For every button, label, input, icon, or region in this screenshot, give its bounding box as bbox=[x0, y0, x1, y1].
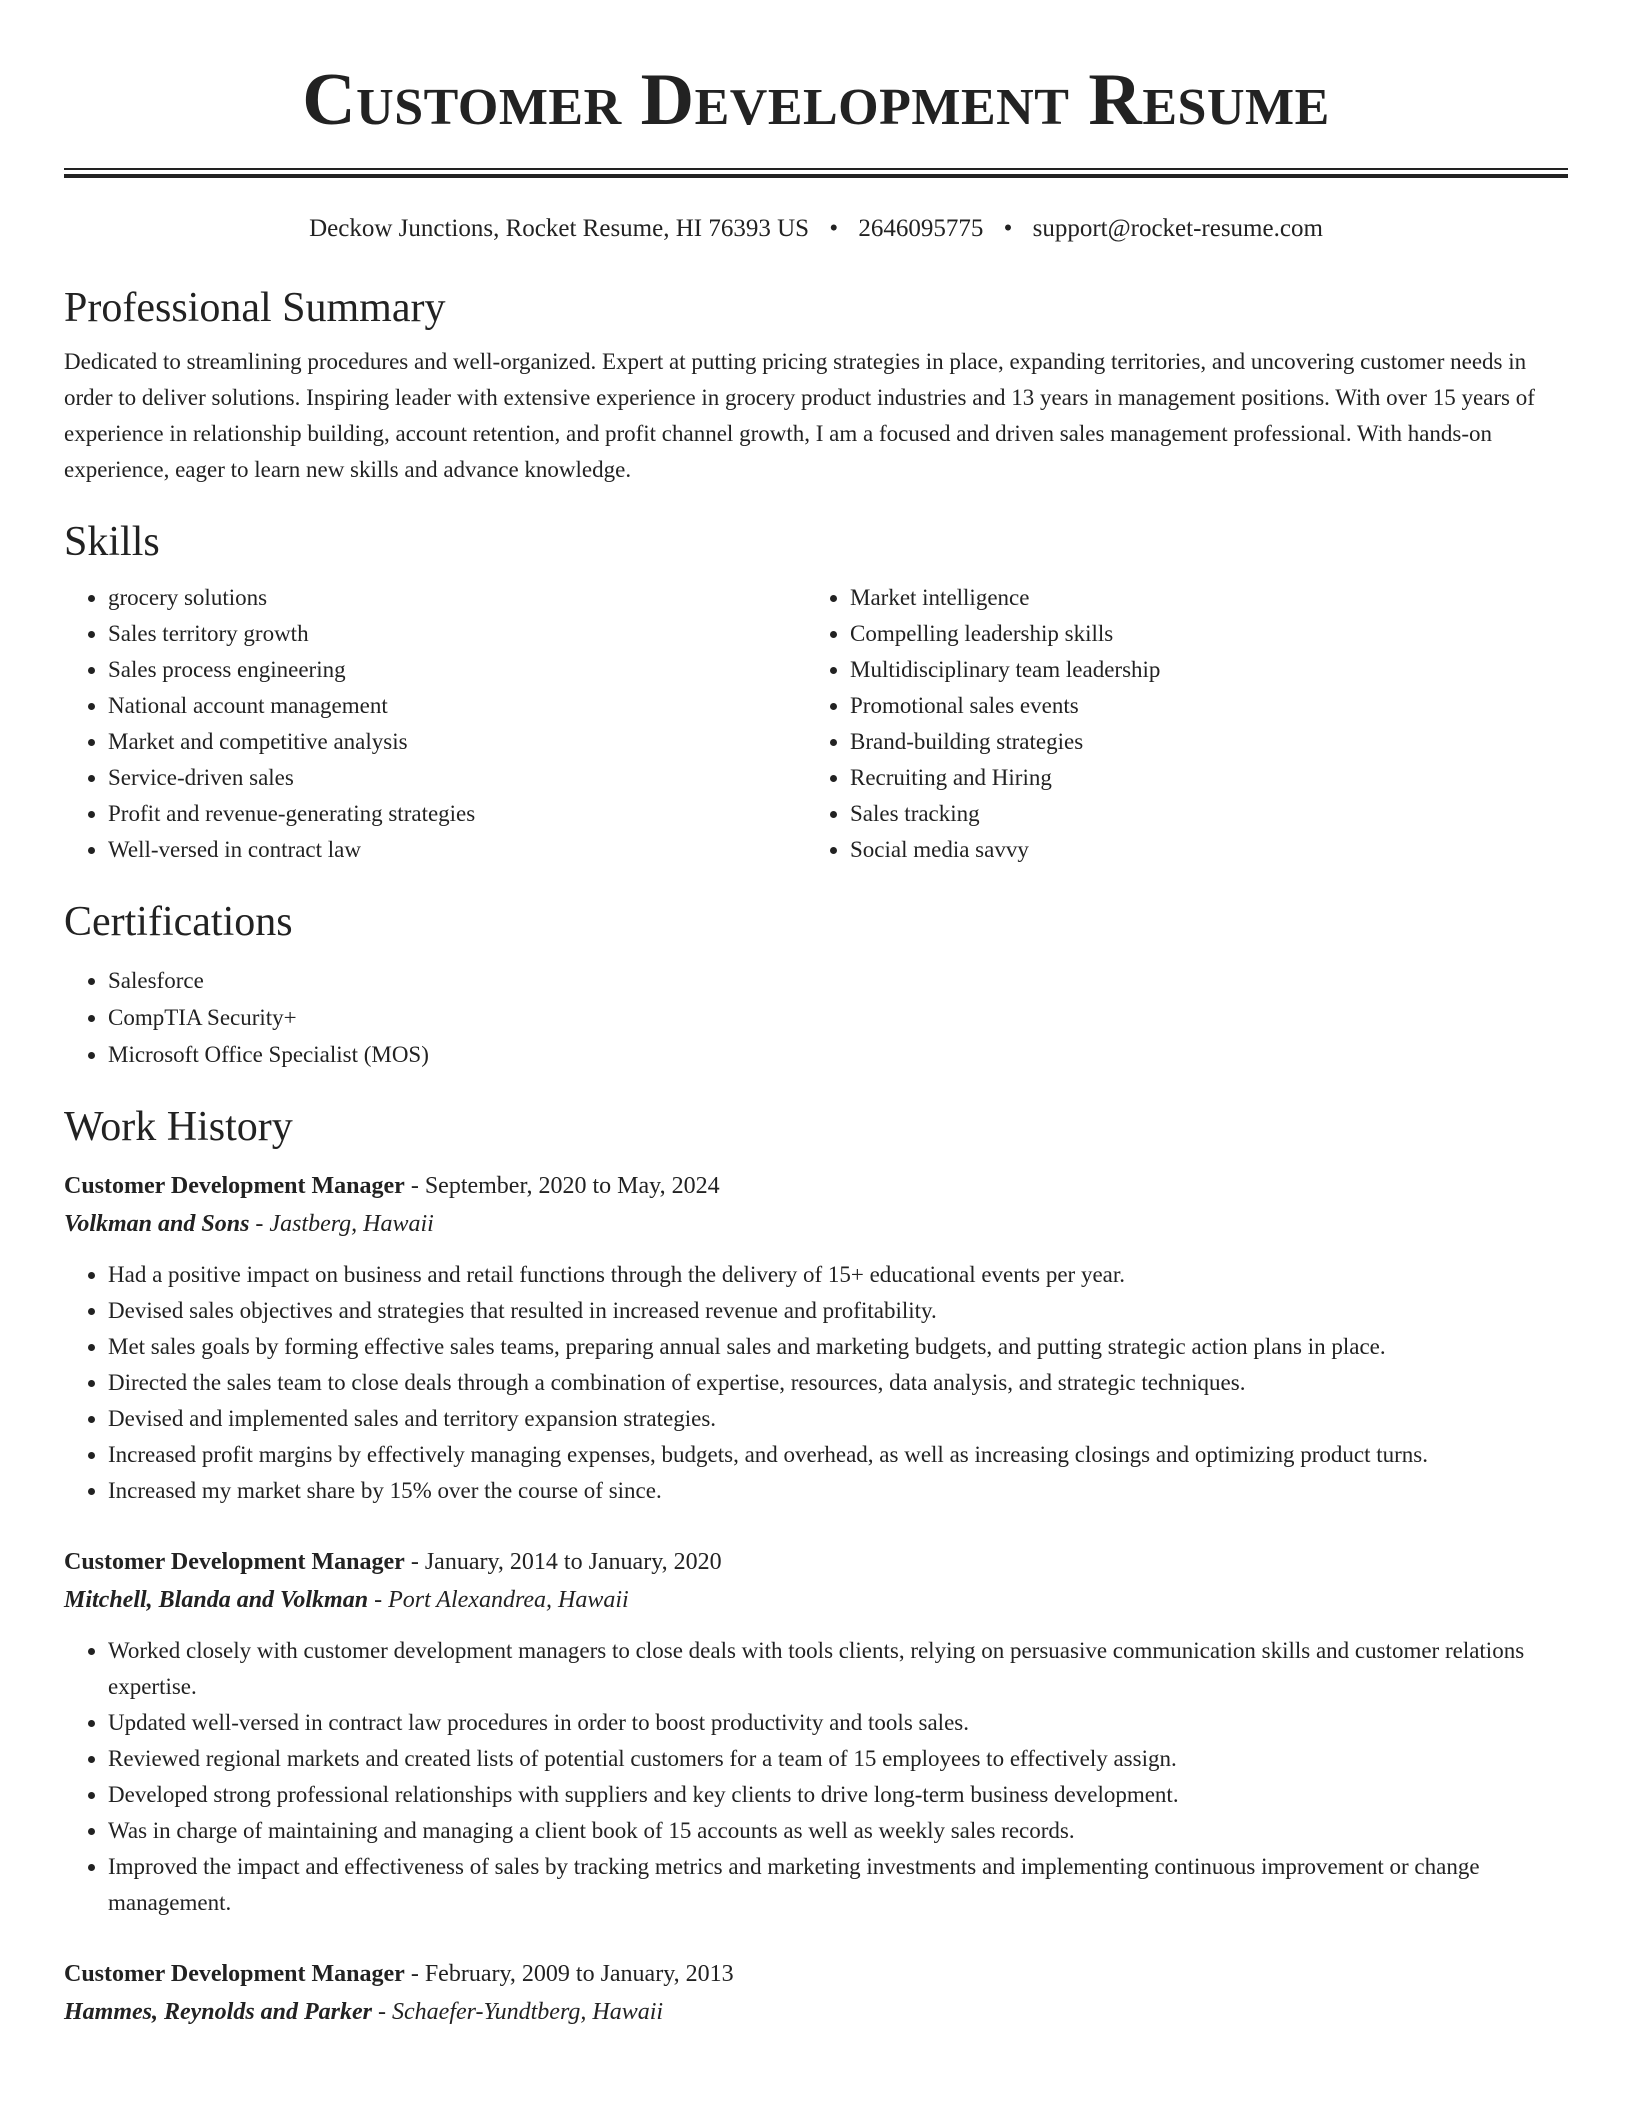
contact-email: support@rocket-resume.com bbox=[1032, 215, 1323, 242]
job-entry bbox=[64, 1167, 1568, 1509]
skill-item: • Recruiting and Hiring bbox=[850, 760, 1568, 796]
skill-item: • Well-versed in contract law bbox=[108, 832, 806, 868]
job-duty: • Worked closely with customer development managers to close deals with tools clients, relying on persuasive communication skills and customer relations expertise. bbox=[108, 1633, 1568, 1705]
contact-line bbox=[64, 212, 1568, 246]
skill-item: • Brand-building strategies bbox=[850, 724, 1568, 760]
skill-item: • Market intelligence bbox=[850, 580, 1568, 616]
work-history-section bbox=[64, 1101, 1568, 2031]
job-duty: • Updated well-versed in contract law procedures in order to boost productivity and tools sales. bbox=[108, 1705, 1568, 1741]
job-employer bbox=[64, 1205, 1568, 1243]
certifications-section bbox=[64, 896, 1568, 1073]
contact-separator: • bbox=[829, 215, 839, 242]
job-dates: - January, 2014 to January, 2020 bbox=[404, 1549, 722, 1575]
job-location: - Jastberg, Hawaii bbox=[249, 1211, 434, 1237]
skill-item: • Profit and revenue-generating strategies bbox=[108, 796, 806, 832]
skill-item: • Multidisciplinary team leadership bbox=[850, 652, 1568, 688]
contact-phone: 2646095775 bbox=[858, 215, 984, 242]
certifications-heading: Certifications bbox=[64, 899, 293, 945]
job-duty: • Developed strong professional relationships with suppliers and key clients to drive long-term business development. bbox=[108, 1777, 1568, 1813]
certification-item: • Microsoft Office Specialist (MOS) bbox=[108, 1036, 1568, 1073]
job-header bbox=[64, 1543, 1568, 1581]
skill-item: • Sales process engineering bbox=[108, 652, 806, 688]
job-header bbox=[64, 1167, 1568, 1205]
job-company: Volkman and Sons bbox=[64, 1211, 250, 1237]
job-duty: • Directed the sales team to close deals through a combination of expertise, resources, data analysis, and strategic techniques. bbox=[108, 1365, 1568, 1401]
job-role: Customer Development Manager bbox=[64, 1549, 405, 1575]
skills-grid bbox=[64, 580, 1568, 868]
job-company: Hammes, Reynolds and Parker bbox=[64, 1999, 373, 2025]
job-location: - Port Alexandrea, Hawaii bbox=[368, 1587, 629, 1613]
job-duty: • Improved the impact and effectiveness of sales by tracking metrics and marketing investments and implementing continuous improvement or change management. bbox=[108, 1849, 1568, 1921]
skill-item: • Sales territory growth bbox=[108, 616, 806, 652]
skill-item: • grocery solutions bbox=[108, 580, 806, 616]
skills-list-right bbox=[806, 580, 1568, 868]
certifications-list bbox=[64, 962, 1568, 1073]
job-duties-list bbox=[64, 1257, 1568, 1509]
job-dates: - September, 2020 to May, 2024 bbox=[404, 1173, 720, 1199]
job-duty: • Had a positive impact on business and retail functions through the delivery of 15+ educational events per year. bbox=[108, 1257, 1568, 1293]
contact-separator: • bbox=[1003, 215, 1013, 242]
skill-item: • Sales tracking bbox=[850, 796, 1568, 832]
job-duty: • Met sales goals by forming effective sales teams, preparing annual sales and marketing budgets, and putting strategic action plans in place. bbox=[108, 1329, 1568, 1365]
skills-list-left bbox=[64, 580, 806, 868]
job-duty: • Reviewed regional markets and created lists of potential customers for a team of 15 employees to effectively assign. bbox=[108, 1741, 1568, 1777]
job-duty: • Devised and implemented sales and territory expansion strategies. bbox=[108, 1401, 1568, 1437]
job-entry bbox=[64, 1955, 1568, 2031]
work-history-heading: Work History bbox=[64, 1104, 293, 1150]
certification-item: • CompTIA Security+ bbox=[108, 999, 1568, 1036]
title-divider bbox=[64, 168, 1568, 178]
skill-item: • Service-driven sales bbox=[108, 760, 806, 796]
skill-item: • Social media savvy bbox=[850, 832, 1568, 868]
skills-heading: Skills bbox=[64, 519, 160, 565]
job-duty: • Increased my market share by 15% over the course of since. bbox=[108, 1473, 1568, 1509]
job-employer bbox=[64, 1581, 1568, 1619]
summary-heading: Professional Summary bbox=[64, 285, 446, 331]
skill-item: • Promotional sales events bbox=[850, 688, 1568, 724]
skill-item: • National account management bbox=[108, 688, 806, 724]
contact-address: Deckow Junctions, Rocket Resume, HI 76393 US bbox=[309, 215, 810, 242]
certification-item: • Salesforce bbox=[108, 962, 1568, 999]
skill-item: • Compelling leadership skills bbox=[850, 616, 1568, 652]
job-duty: • Devised sales objectives and strategies that resulted in increased revenue and profitability. bbox=[108, 1293, 1568, 1329]
skill-item: • Market and competitive analysis bbox=[108, 724, 806, 760]
job-entry bbox=[64, 1543, 1568, 1921]
job-company: Mitchell, Blanda and Volkman bbox=[64, 1587, 369, 1613]
job-duty: • Was in charge of maintaining and managing a client book of 15 accounts as well as weekly sales records. bbox=[108, 1813, 1568, 1849]
summary-text: Dedicated to streamlining procedures and well-organized. Expert at putting pricing strategies in place, expanding territories, and uncovering customer needs in order to deliver solutions. Inspiring leader with extensive experience in grocery product industries and 13 years in management positions. With over 15 years of experience in relationship building, account retention, and profit channel growth, I am a focused and driven sales management professional. With hands-on experience, eager to learn new skills and advance knowledge. bbox=[64, 349, 1535, 482]
job-employer bbox=[64, 1993, 1568, 2031]
job-location: - Schaefer-Yundtberg, Hawaii bbox=[372, 1999, 664, 2025]
job-duty: • Increased profit margins by effectively managing expenses, budgets, and overhead, as well as increasing closings and optimizing product turns. bbox=[108, 1437, 1568, 1473]
job-duties-list bbox=[64, 1633, 1568, 1921]
skills-section bbox=[64, 516, 1568, 868]
job-dates: - February, 2009 to January, 2013 bbox=[404, 1961, 734, 1987]
resume-title: Customer Development Resume bbox=[302, 59, 1330, 141]
summary-section bbox=[64, 282, 1568, 488]
job-role: Customer Development Manager bbox=[64, 1961, 405, 1987]
job-header bbox=[64, 1955, 1568, 1993]
job-role: Customer Development Manager bbox=[64, 1173, 405, 1199]
